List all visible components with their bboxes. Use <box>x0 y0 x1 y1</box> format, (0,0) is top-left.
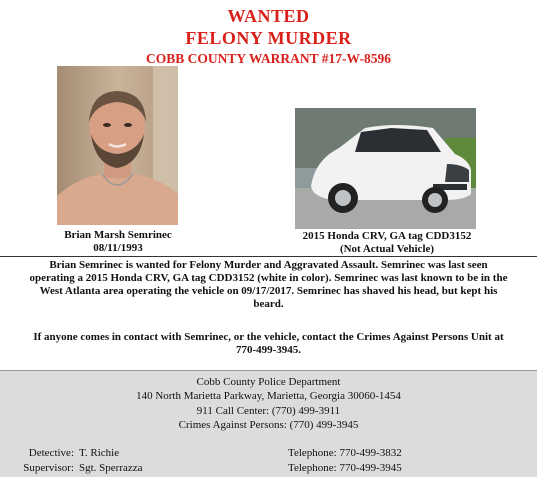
vehicle-photo-image <box>295 108 476 229</box>
supervisor-telephone: Telephone: 770-499-3945 <box>288 462 402 474</box>
detective-telephone: Telephone: 770-499-3832 <box>288 447 402 459</box>
suspect-name: Brian Marsh Semrinec <box>64 229 172 241</box>
description-line: Brian Semrinec is wanted for Felony Murder and Aggravated Assault. Semrinec was last seen <box>49 259 488 271</box>
suspect-photo-image <box>57 66 178 225</box>
call-center-phone: 911 Call Center: (770) 499-3911 <box>196 405 341 417</box>
detective-name: T. Richie <box>79 447 120 459</box>
description-line: operating a 2015 Honda CRV, GA tag CDD3152 (white in color). Semrinec was last known to be in the <box>29 272 508 284</box>
department-address: 140 North Marietta Parkway, Marietta, Georgia 30060-1454 <box>136 390 401 402</box>
crimes-unit-phone: Crimes Against Persons: (770) 499-3945 <box>178 419 359 431</box>
vehicle-photo <box>295 108 476 229</box>
supervisor-name: Sgt. Sperrazza <box>79 462 143 474</box>
department-footer <box>0 370 537 477</box>
vehicle-caption <box>277 230 497 256</box>
suspect-caption <box>37 229 199 255</box>
warrant-number: COBB COUNTY WARRANT #17-W-8596 <box>146 51 391 66</box>
charge-heading: FELONY MURDER <box>185 28 352 48</box>
wanted-heading: WANTED <box>227 6 310 26</box>
suspect-photo <box>57 66 178 225</box>
detective-label: Detective: <box>28 447 74 459</box>
contact-instructions <box>0 331 537 357</box>
department-name: Cobb County Police Department <box>196 376 341 388</box>
divider <box>0 256 537 257</box>
detective-row <box>6 447 119 460</box>
description-line: West Atlanta area operating the vehicle on 09/17/2017. Semrinec has shaved his head, but kept his <box>39 285 498 297</box>
suspect-dob: 08/11/1993 <box>93 242 143 254</box>
contact-line: If anyone comes in contact with Semrinec, or the vehicle, contact the Crimes Against Persons Unit at <box>33 331 504 343</box>
description-line: beard. <box>253 298 284 310</box>
contact-line: 770-499-3945. <box>235 344 302 356</box>
supervisor-row <box>6 462 143 475</box>
case-description <box>0 259 537 311</box>
vehicle-description: 2015 Honda CRV, GA tag CDD3152 <box>302 230 472 242</box>
supervisor-label: Supervisor: <box>23 462 74 474</box>
vehicle-note: (Not Actual Vehicle) <box>339 243 435 255</box>
